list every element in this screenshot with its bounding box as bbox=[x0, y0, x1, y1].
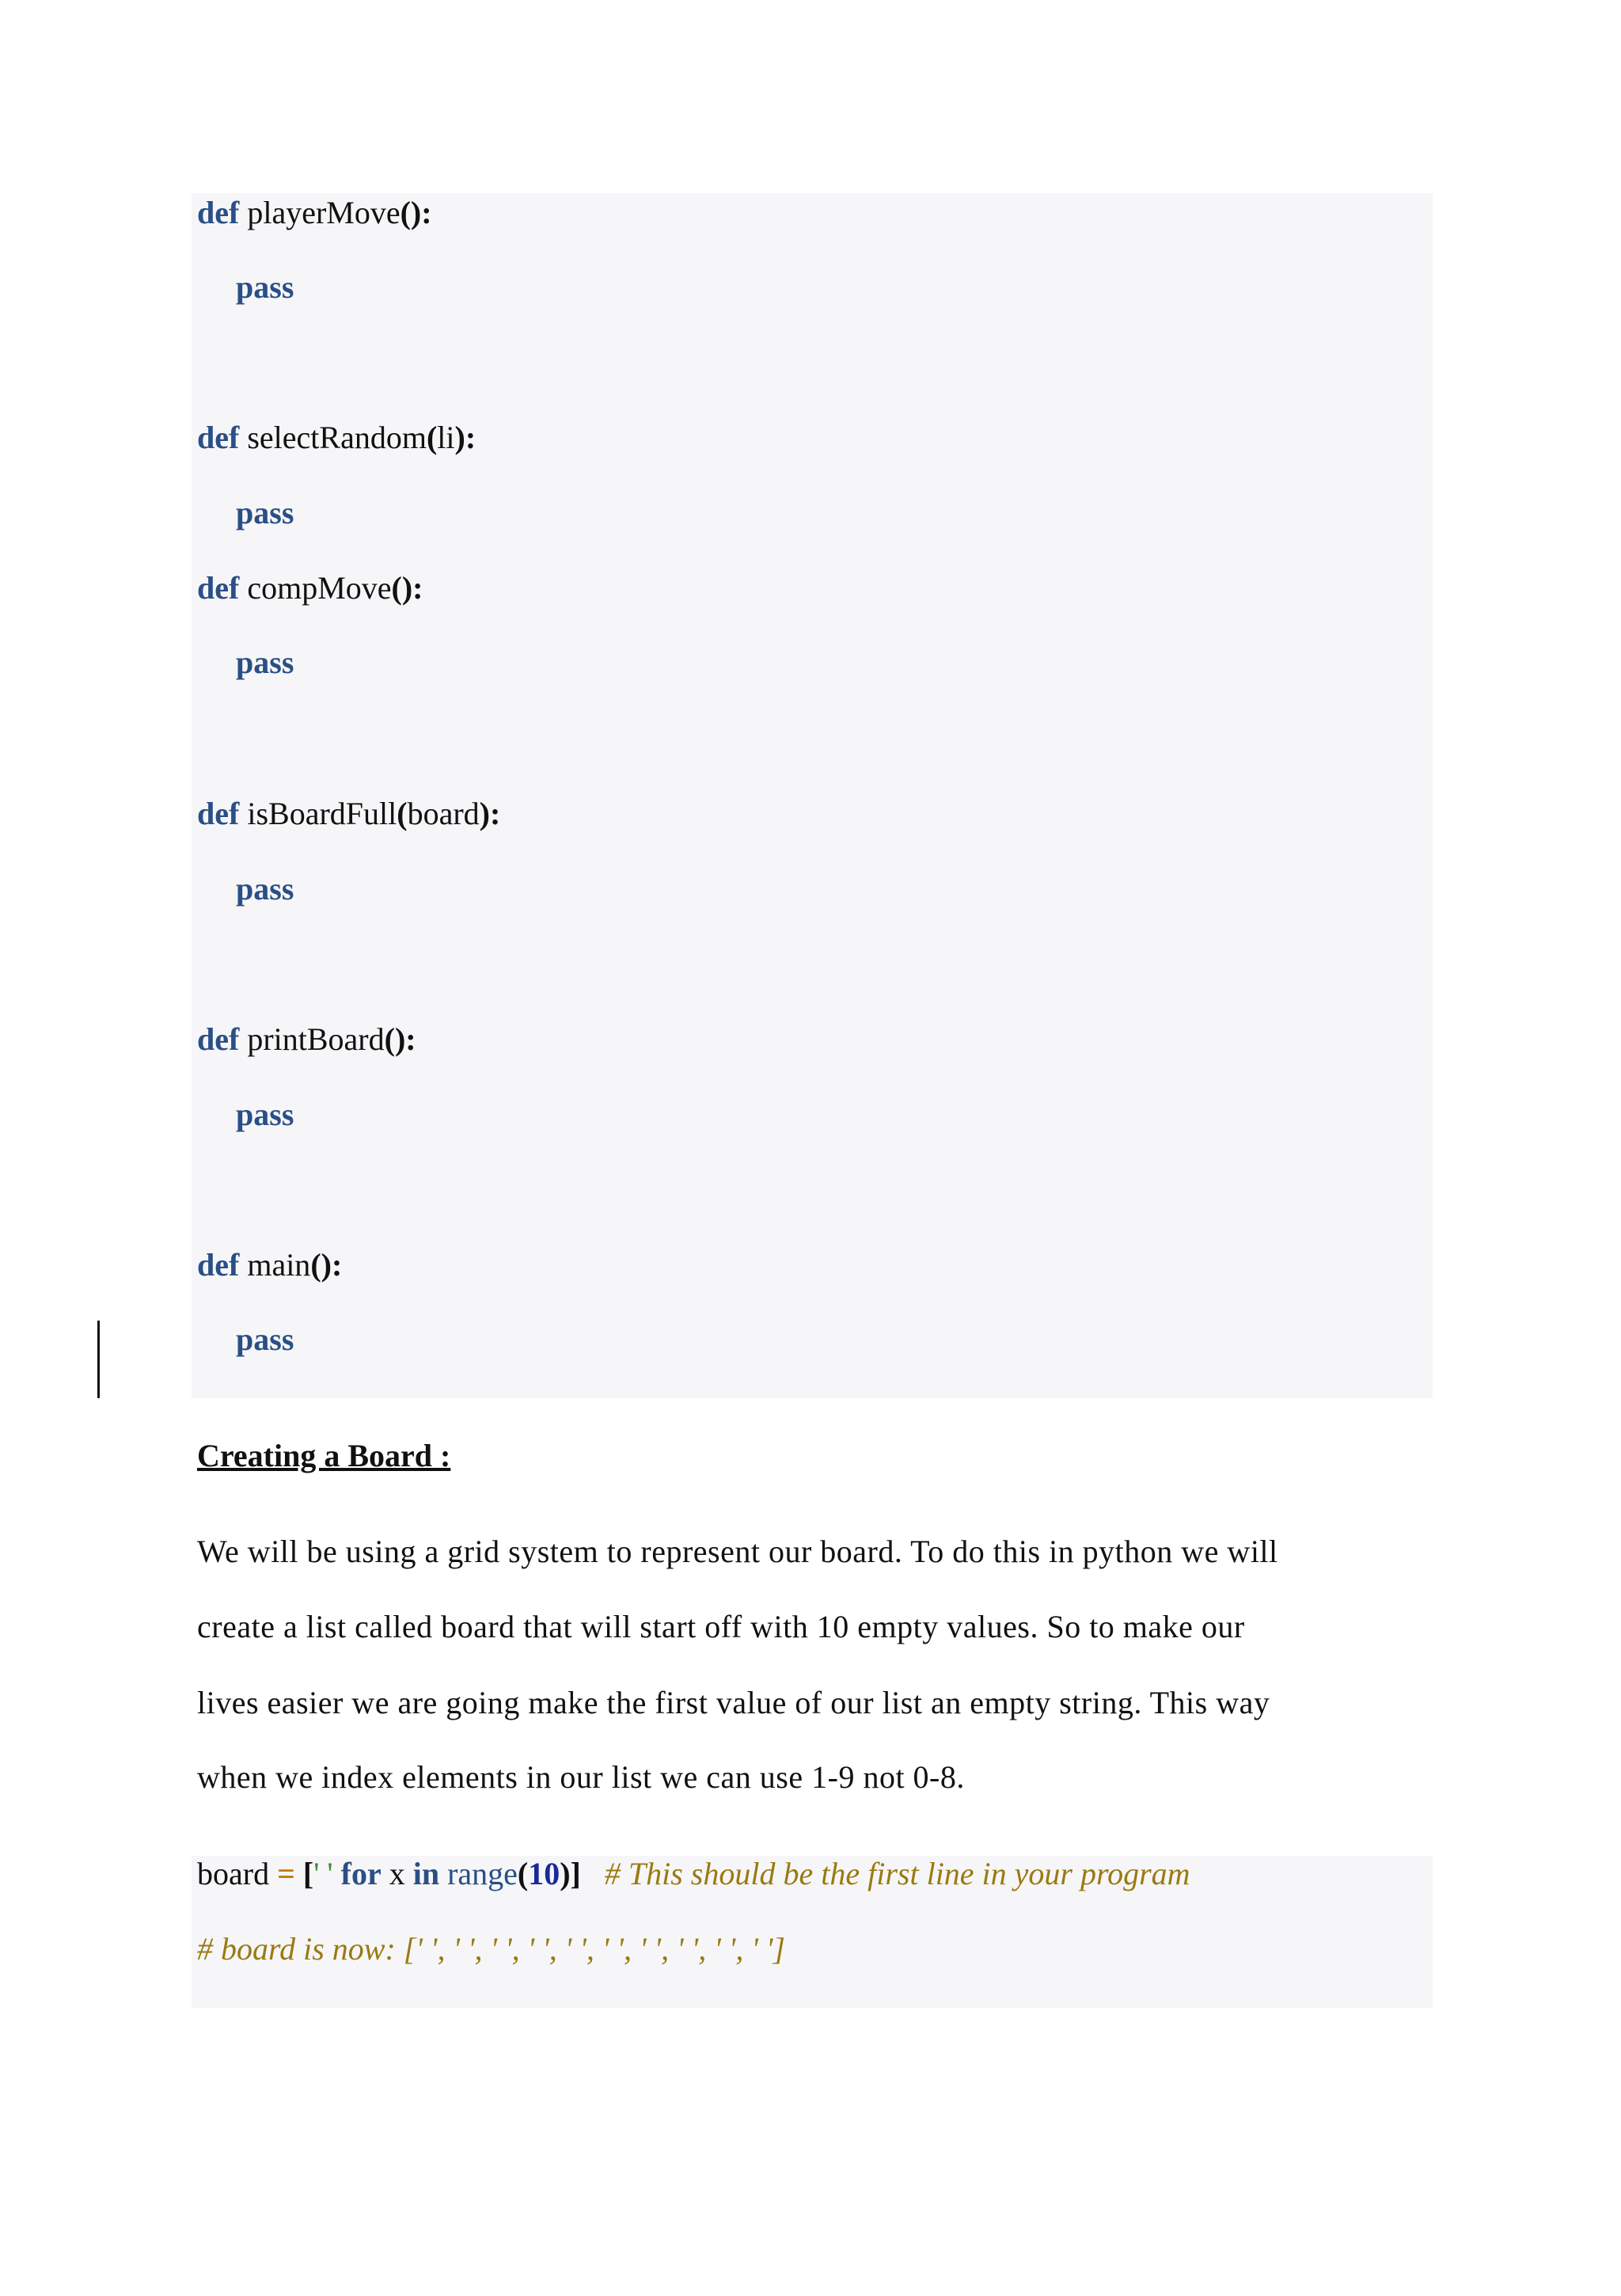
section-heading: Creating a Board : bbox=[197, 1438, 451, 1473]
paragraph-line: We will be using a grid system to represent our board. To do this in python we will bbox=[197, 1534, 1278, 1569]
operator: = bbox=[269, 1856, 303, 1891]
function-name: main bbox=[239, 1247, 311, 1283]
code-line bbox=[197, 1246, 342, 1284]
code-line bbox=[197, 194, 432, 232]
args: () bbox=[384, 1021, 406, 1057]
builtin: range bbox=[439, 1856, 518, 1891]
colon: : bbox=[405, 1021, 416, 1057]
paren: ) bbox=[560, 1856, 571, 1891]
colon: : bbox=[489, 796, 501, 831]
bracket: [ bbox=[302, 1856, 314, 1891]
args: () bbox=[310, 1247, 332, 1283]
args: () bbox=[391, 570, 413, 606]
code-line bbox=[236, 1096, 294, 1134]
code-line bbox=[197, 419, 476, 457]
keyword: for bbox=[332, 1856, 382, 1891]
paren: ) bbox=[454, 420, 465, 455]
keyword: def bbox=[197, 420, 240, 455]
colon: : bbox=[412, 570, 423, 606]
keyword: def bbox=[197, 570, 240, 606]
comment: # This should be the first line in your program bbox=[580, 1856, 1190, 1891]
keyword: pass bbox=[236, 1321, 294, 1357]
paren: ( bbox=[426, 420, 438, 455]
colon: : bbox=[465, 420, 476, 455]
comment: # board is now: [' ', ' ', ' ', ' ', ' ', ' ', ' ', ' ', ' ', ' '] bbox=[197, 1931, 785, 1967]
arg: board bbox=[407, 796, 480, 831]
code-line bbox=[197, 1930, 785, 1968]
keyword: pass bbox=[236, 495, 294, 530]
code-line bbox=[197, 1855, 1190, 1893]
keyword: pass bbox=[236, 269, 294, 305]
bracket: ] bbox=[570, 1856, 581, 1891]
number-literal: 10 bbox=[528, 1856, 560, 1891]
arg: li bbox=[437, 420, 455, 455]
keyword: def bbox=[197, 1247, 240, 1283]
colon: : bbox=[421, 195, 432, 230]
paragraph-line: create a list called board that will start off with 10 empty values. So to make our bbox=[197, 1609, 1245, 1644]
keyword: def bbox=[197, 796, 240, 831]
code-line bbox=[197, 569, 423, 607]
code-line bbox=[197, 1021, 416, 1059]
paren: ) bbox=[479, 796, 490, 831]
paragraph-line: when we index elements in our list we can use 1-9 not 0-8. bbox=[197, 1759, 965, 1795]
keyword: in bbox=[412, 1856, 440, 1891]
code-line bbox=[197, 795, 500, 833]
keyword: pass bbox=[236, 644, 294, 680]
code-line bbox=[236, 1321, 294, 1359]
keyword: pass bbox=[236, 1097, 294, 1132]
function-name: selectRandom bbox=[239, 420, 427, 455]
code-line bbox=[236, 494, 294, 532]
keyword: def bbox=[197, 195, 240, 230]
code-line bbox=[236, 268, 294, 306]
paragraph-line: lives easier we are going make the first value of our list an empty string. This way bbox=[197, 1685, 1270, 1720]
code-line bbox=[236, 870, 294, 908]
text-cursor bbox=[97, 1321, 100, 1398]
function-name: printBoard bbox=[239, 1021, 385, 1057]
variable: x bbox=[381, 1856, 413, 1891]
args: () bbox=[400, 195, 422, 230]
colon: : bbox=[331, 1247, 343, 1283]
function-name: playerMove bbox=[239, 195, 401, 230]
string-literal: ' ' bbox=[313, 1856, 333, 1891]
paren: ( bbox=[517, 1856, 529, 1891]
paren: ( bbox=[397, 796, 408, 831]
keyword: def bbox=[197, 1021, 240, 1057]
keyword: pass bbox=[236, 871, 294, 907]
variable: board bbox=[197, 1856, 270, 1891]
code-line bbox=[236, 644, 294, 682]
function-name: isBoardFull bbox=[239, 796, 397, 831]
function-name: compMove bbox=[239, 570, 392, 606]
